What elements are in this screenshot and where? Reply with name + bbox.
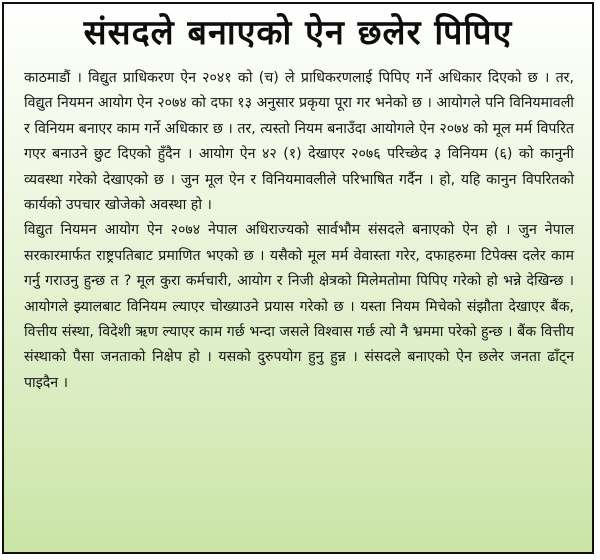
article-box xyxy=(2,2,594,554)
paragraph-2: विद्युत नियमन आयोग ऐन २०७४ नेपाल अधिराज्यको सार्वभौम संसदले बनाएको ऐन हो । जुन नेपाल सरकारमार्फत राष्ट्रपतिबाट प्रमाणित भएको छ । यसैको मूल मर्म वेवास्ता गरेर, दफाहरुमा टिपेक्स दलेर काम गर्नु गराउनु हुन्छ त ? मूल कुरा कर्मचारी, आयोग र निजी क्षेत्रको मिलेमतोमा पिपिए गरेको हो भन्ने देखिन्छ । आयोगले झ्यालबाट विनियम ल्याएर चोख्याउने प्रयास गरेको छ । यस्ता नियम मिचेको संझौता देखाएर बैंक, वित्तीय संस्था, विदेशी ऋण ल्याएर काम गर्छ भन्दा जसले विश्वास गर्छ त्यो नै भ्रममा परेको हुन्छ । बैंक वित्तीय संस्थाको पैसा जनताको निक्षेप हो । यसको दुरुपयोग हुनु हुन्न । संसदले बनाएको ऐन छलेर जनता ढाँट्न पाइदैन । xyxy=(24,222,574,391)
headline: संसदले बनाएको ऐन छलेर पिपिए xyxy=(83,13,513,53)
article-body xyxy=(24,66,574,396)
paragraph-1: काठमाडौं । विद्युत प्राधिकरण ऐन २०४१ को (च) ले प्राधिकरणलाई पिपिए गर्ने अधिकार दिएको छ । तर, विद्युत नियमन आयोग ऐन २०७४ को दफा १३ अनुसार प्रकृया पूरा गर भनेको छ । आयोगले पनि विनियमावली र विनियम बनाएर काम गर्ने अधिकार छ । तर, त्यस्तो नियम बनाउँदा आयोगले ऐन २०७४ को मूल मर्म विपरित गएर बनाउने छुट दिएको हुँदैन । आयोग ऐन ४२ (१) देखाएर २०७६ परिच्छेद ३ विनियम (६) को कानुनी व्यवस्था गरेको देखाएको छ । जुन मूल ऐन र विनियमावलीले परिभाषित गर्दैन । हो, यहि कानुन विपरितको कार्यको उपचार खोजेको अवस्था हो । xyxy=(24,70,574,214)
